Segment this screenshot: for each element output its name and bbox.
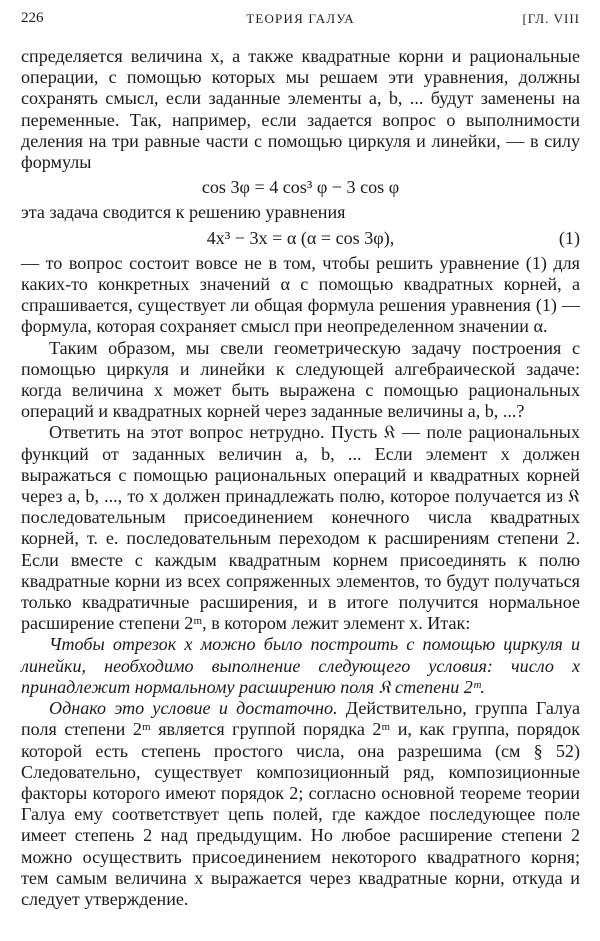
paragraph-4: Таким образом, мы свели геометрическую задачу построения с помощью циркуля и линейки к следующей алгебраической задаче: когда величина x может быть выражена с помощью рациональных операций и квадратных корней через заданные величины a, b, ...? [21, 337, 580, 422]
equation-number: (1) [558, 227, 580, 248]
paragraph-3: — то вопрос состоит вовсе не в том, чтобы решить уравнение (1) для каких-то конкретных значений α с помощью квадратных корней, а спрашивается, существует ли общая формула решения уравнения (1) — формула, которая сохраняет смысл при неопределенном значении α. [21, 252, 580, 337]
paragraph-7-text: Действительно, группа Галуа поля степени 2ᵐ является группой порядка 2ᵐ и, как группа, порядок которой есть степень простого числа, она разрешима (см § 52) Следовательно, существует композиционный ряд, композиционные факторы которого имеют порядок 2; согласно основной теореме теории Галуа ему соответствует цепь полей, где каждое последующее поле имеет степень 2 над предыдущим. Но любое расширение степени 2 можно осуществить присоединением некоторого квадратного корня; тем самым величина x выражается через квадратные корни, откуда и следует утверждение. [21, 698, 580, 909]
paragraph-7-italic-lead: Однако это условие и достаточно. [49, 698, 338, 719]
formula-cos3phi: cos 3φ = 4 cos³ φ − 3 cos φ [201, 177, 400, 198]
running-title: ТЕОРИЯ ГАЛУА [246, 11, 355, 26]
paragraph-7 [21, 698, 580, 910]
page-body [21, 46, 580, 910]
page-number: 226 [21, 10, 44, 26]
paragraph-1: спределяется величина x, а также квадратные корни и рациональные операции, с помощью которых мы решаем эти уравнения, должны сохранять смысл, если заданные элементы a, b, ... будут заменены на переменные. Так, например, если задается вопрос о выполнимости деления на три равные части с помощью циркуля и линейки, — в силу формулы [21, 46, 580, 173]
formula-equation-1-body: 4x³ − 3x = α (α = cos 3φ), [206, 227, 395, 248]
paragraph-2: эта задача сводится к решению уравнения [21, 202, 346, 223]
formula-equation-1 [21, 228, 580, 249]
theorem-paragraph: Чтобы отрезок x можно было построить с помощью циркуля и линейки, необходимо выполнение следующего условия: число x принадлежит нормальному расширению поля 𝔎 степени 2ᵐ. [21, 634, 580, 697]
chapter-label: [ГЛ. VIII [522, 11, 580, 26]
page-header [21, 10, 580, 32]
paragraph-5: Ответить на этот вопрос нетрудно. Пусть 𝔎 — поле рациональных функций от заданных величин a, b, ... Если элемент x должен выражаться с помощью рациональных операций и квадратных корней через a, b, ..., то x должен принадлежать полю, которое получается из 𝔎 последовательным присоединением конечного числа квадратных корней, т. е. последовательным переходом к расширениям степени 2. Если вместе с каждым квадратным корнем присоединять к полю квадратные корни из всех сопряженных элементов, то будут получаться только квадратичные расширения, и в итоге получится нормальное расширение степени 2ᵐ, в котором лежит элемент x. Итак: [21, 422, 580, 634]
